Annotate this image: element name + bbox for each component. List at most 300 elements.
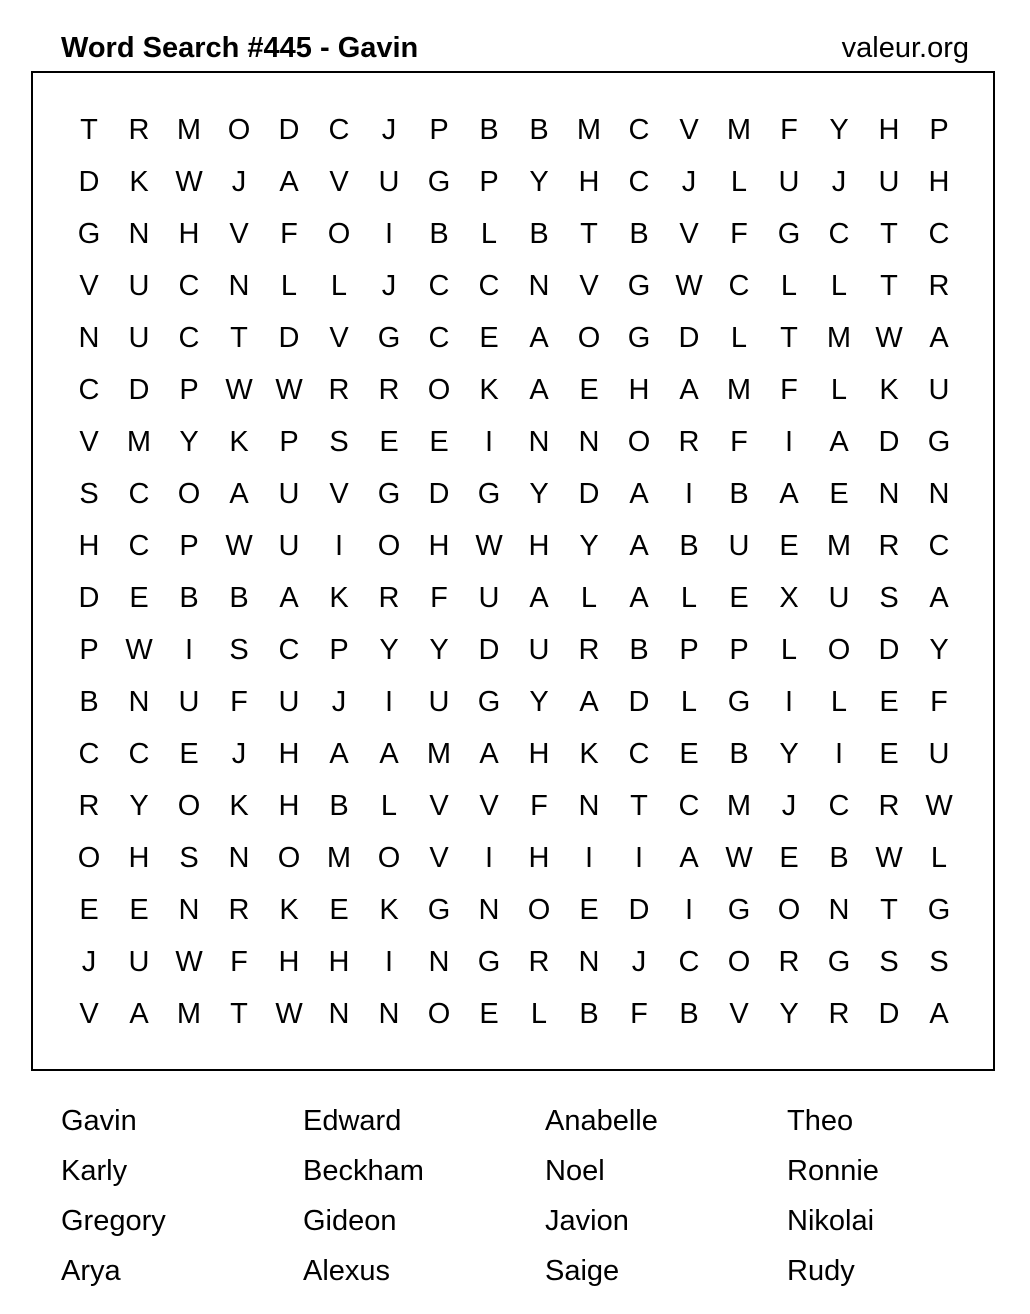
grid-letter: O [227, 114, 251, 146]
grid-letter: U [728, 530, 750, 562]
grid-letter: A [929, 322, 949, 354]
grid-letter: J [81, 946, 97, 978]
grid-letter: H [178, 218, 200, 250]
grid-letter: D [78, 166, 100, 198]
grid-letter: R [528, 946, 550, 978]
grid-letter: J [681, 166, 697, 198]
grid-letter: E [129, 894, 149, 926]
grid-letter: E [579, 894, 599, 926]
grid-letter: B [179, 582, 199, 614]
grid-letter: N [578, 946, 600, 978]
grid-letter: N [78, 322, 100, 354]
grid-letter: W [125, 634, 153, 666]
grid-letter: T [880, 894, 898, 926]
grid-letter: B [79, 686, 99, 718]
grid-letter: L [480, 218, 498, 250]
grid-letter: H [878, 114, 900, 146]
word-item: Gavin [61, 1105, 137, 1137]
puzzle-title: Word Search #445 - Gavin [61, 31, 419, 64]
grid-letter: W [725, 842, 753, 874]
grid-letter: A [629, 530, 649, 562]
grid-letter: A [629, 478, 649, 510]
grid-letter: F [230, 686, 248, 718]
grid-letter: O [327, 218, 351, 250]
grid-letter: C [928, 530, 950, 562]
grid-letter: G [777, 218, 801, 250]
grid-letter: A [379, 738, 399, 770]
grid-letter: N [128, 218, 150, 250]
grid-letter: C [328, 114, 350, 146]
grid-letter: N [828, 894, 850, 926]
grid-letter: W [175, 946, 203, 978]
grid-letter: I [484, 426, 494, 458]
grid-letter: Y [529, 166, 549, 198]
grid-letter: N [528, 270, 550, 302]
grid-letter: I [384, 218, 394, 250]
page-header [61, 28, 969, 68]
grid-letter: B [429, 218, 449, 250]
word-list [61, 1096, 1001, 1296]
word-item: Ronnie [787, 1155, 879, 1187]
grid-letter: B [679, 998, 699, 1030]
grid-letter: M [326, 842, 352, 874]
grid-letter: N [578, 426, 600, 458]
grid-letter: V [679, 114, 699, 146]
grid-letter: J [231, 166, 247, 198]
grid-letter: N [878, 478, 900, 510]
grid-letter: C [128, 530, 150, 562]
grid-letter: L [680, 582, 698, 614]
grid-letter: J [381, 114, 397, 146]
letter-grid [64, 104, 964, 1040]
grid-letter: L [580, 582, 598, 614]
grid-letter: V [429, 842, 449, 874]
grid-letter: G [477, 946, 501, 978]
grid-letter: L [780, 634, 798, 666]
grid-letter: P [679, 634, 699, 666]
grid-letter: F [730, 426, 748, 458]
word-item: Gregory [61, 1205, 166, 1237]
grid-letter: S [329, 426, 349, 458]
grid-letter: T [880, 218, 898, 250]
grid-letter: N [228, 270, 250, 302]
grid-row [64, 520, 964, 572]
grid-letter: R [578, 634, 600, 666]
grid-letter: Y [779, 998, 799, 1030]
grid-letter: B [729, 478, 749, 510]
grid-letter: G [477, 478, 501, 510]
grid-letter: U [778, 166, 800, 198]
grid-letter: G [427, 166, 451, 198]
grid-letter: I [384, 686, 394, 718]
grid-letter: E [829, 478, 849, 510]
grid-row [64, 780, 964, 832]
grid-letter: R [378, 374, 400, 406]
grid-letter: O [177, 790, 201, 822]
grid-letter: F [530, 790, 548, 822]
grid-letter: Y [129, 790, 149, 822]
grid-letter: I [784, 686, 794, 718]
grid-letter: E [579, 374, 599, 406]
grid-letter: U [128, 270, 150, 302]
grid-letter: I [184, 634, 194, 666]
grid-letter: W [475, 530, 503, 562]
grid-letter: L [830, 686, 848, 718]
grid-letter: U [278, 530, 300, 562]
grid-letter: N [128, 686, 150, 718]
grid-letter: O [277, 842, 301, 874]
grid-letter: V [429, 790, 449, 822]
grid-letter: M [826, 322, 852, 354]
grid-letter: F [630, 998, 648, 1030]
grid-letter: O [577, 322, 601, 354]
grid-letter: K [329, 582, 349, 614]
grid-letter: U [378, 166, 400, 198]
grid-letter: I [384, 946, 394, 978]
grid-letter: H [78, 530, 100, 562]
grid-letter: G [377, 478, 401, 510]
grid-letter: M [576, 114, 602, 146]
grid-letter: I [484, 842, 494, 874]
grid-letter: I [834, 738, 844, 770]
grid-letter: M [126, 426, 152, 458]
grid-letter: A [329, 738, 349, 770]
grid-letter: G [627, 270, 651, 302]
grid-row [64, 416, 964, 468]
grid-letter: C [478, 270, 500, 302]
grid-row [64, 624, 964, 676]
grid-letter: W [275, 374, 303, 406]
word-item: Edward [303, 1105, 402, 1137]
grid-letter: M [826, 530, 852, 562]
grid-letter: Y [779, 738, 799, 770]
grid-letter: O [777, 894, 801, 926]
grid-letter: H [278, 946, 300, 978]
grid-letter: D [428, 478, 450, 510]
grid-letter: D [478, 634, 500, 666]
grid-letter: E [879, 686, 899, 718]
grid-letter: Y [929, 634, 949, 666]
grid-letter: E [79, 894, 99, 926]
grid-letter: R [328, 374, 350, 406]
grid-letter: F [780, 114, 798, 146]
grid-letter: H [428, 530, 450, 562]
grid-letter: E [179, 738, 199, 770]
grid-letter: V [79, 270, 99, 302]
grid-letter: D [278, 322, 300, 354]
grid-letter: M [726, 790, 752, 822]
grid-letter: O [527, 894, 551, 926]
grid-row [64, 156, 964, 208]
grid-letter: V [329, 322, 349, 354]
grid-letter: Y [829, 114, 849, 146]
grid-letter: T [580, 218, 598, 250]
grid-letter: U [128, 322, 150, 354]
grid-letter: O [727, 946, 751, 978]
grid-letter: Y [379, 634, 399, 666]
grid-letter: C [128, 478, 150, 510]
grid-letter: T [880, 270, 898, 302]
grid-letter: V [729, 998, 749, 1030]
grid-letter: G [927, 894, 951, 926]
grid-letter: A [279, 582, 299, 614]
grid-letter: U [928, 738, 950, 770]
grid-letter: E [479, 998, 499, 1030]
grid-letter: A [279, 166, 299, 198]
grid-letter: B [629, 218, 649, 250]
grid-letter: L [530, 998, 548, 1030]
grid-letter: N [928, 478, 950, 510]
grid-letter: W [675, 270, 703, 302]
grid-letter: J [331, 686, 347, 718]
grid-letter: E [129, 582, 149, 614]
grid-letter: D [628, 894, 650, 926]
grid-letter: B [329, 790, 349, 822]
word-item: Arya [61, 1255, 121, 1287]
grid-letter: T [80, 114, 98, 146]
grid-letter: O [377, 530, 401, 562]
grid-letter: E [329, 894, 349, 926]
grid-letter: S [929, 946, 949, 978]
grid-letter: B [579, 998, 599, 1030]
grid-letter: Y [579, 530, 599, 562]
grid-letter: A [229, 478, 249, 510]
grid-letter: G [727, 686, 751, 718]
grid-letter: A [579, 686, 599, 718]
grid-letter: M [176, 998, 202, 1030]
grid-letter: C [178, 270, 200, 302]
grid-letter: H [628, 374, 650, 406]
grid-letter: C [628, 738, 650, 770]
grid-letter: H [928, 166, 950, 198]
grid-letter: O [427, 374, 451, 406]
grid-letter: L [280, 270, 298, 302]
grid-letter: L [830, 270, 848, 302]
grid-letter: M [176, 114, 202, 146]
grid-letter: B [729, 738, 749, 770]
site-name: valeur.org [841, 31, 969, 64]
grid-letter: U [128, 946, 150, 978]
grid-letter: K [579, 738, 599, 770]
grid-letter: A [779, 478, 799, 510]
grid-letter: N [328, 998, 350, 1030]
grid-row [64, 312, 964, 364]
grid-letter: K [879, 374, 899, 406]
grid-letter: J [231, 738, 247, 770]
grid-letter: E [679, 738, 699, 770]
grid-letter: B [829, 842, 849, 874]
grid-letter: R [828, 998, 850, 1030]
grid-letter: C [78, 374, 100, 406]
grid-letter: P [479, 166, 499, 198]
word-item: Saige [545, 1255, 620, 1287]
word-item: Rudy [787, 1255, 855, 1287]
grid-letter: G [727, 894, 751, 926]
grid-letter: R [928, 270, 950, 302]
grid-letter: D [628, 686, 650, 718]
grid-letter: Y [529, 478, 549, 510]
grid-letter: V [79, 426, 99, 458]
grid-letter: R [228, 894, 250, 926]
grid-letter: B [529, 218, 549, 250]
grid-letter: H [528, 738, 550, 770]
grid-letter: I [684, 894, 694, 926]
grid-letter: D [78, 582, 100, 614]
grid-letter: S [229, 634, 249, 666]
grid-row [64, 936, 964, 988]
grid-letter: T [630, 790, 648, 822]
grid-letter: S [879, 946, 899, 978]
grid-letter: D [878, 634, 900, 666]
grid-letter: K [279, 894, 299, 926]
grid-letter: C [678, 946, 700, 978]
grid-letter: N [228, 842, 250, 874]
grid-letter: P [179, 530, 199, 562]
grid-letter: C [678, 790, 700, 822]
grid-letter: R [878, 790, 900, 822]
grid-letter: J [781, 790, 797, 822]
word-item: Karly [61, 1155, 128, 1187]
grid-letter: H [528, 842, 550, 874]
grid-letter: R [128, 114, 150, 146]
grid-letter: F [930, 686, 948, 718]
grid-letter: F [730, 218, 748, 250]
grid-letter: S [79, 478, 99, 510]
grid-row [64, 260, 964, 312]
grid-letter: F [280, 218, 298, 250]
grid-letter: W [225, 530, 253, 562]
grid-letter: H [128, 842, 150, 874]
grid-letter: A [479, 738, 499, 770]
grid-letter: I [634, 842, 644, 874]
grid-letter: A [529, 374, 549, 406]
grid-letter: U [928, 374, 950, 406]
grid-letter: U [528, 634, 550, 666]
word-item: Alexus [303, 1255, 391, 1287]
grid-letter: R [78, 790, 100, 822]
grid-row [64, 104, 964, 156]
grid-row [64, 364, 964, 416]
grid-letter: N [378, 998, 400, 1030]
grid-letter: J [381, 270, 397, 302]
grid-letter: B [529, 114, 549, 146]
word-item: Gideon [303, 1205, 397, 1237]
grid-letter: C [78, 738, 100, 770]
grid-letter: D [578, 478, 600, 510]
grid-row [64, 988, 964, 1040]
grid-letter: R [778, 946, 800, 978]
grid-letter: G [827, 946, 851, 978]
grid-letter: E [729, 582, 749, 614]
word-item: Nikolai [787, 1205, 875, 1237]
grid-letter: D [678, 322, 700, 354]
grid-letter: D [878, 998, 900, 1030]
grid-letter: L [930, 842, 948, 874]
grid-row [64, 572, 964, 624]
grid-letter: V [79, 998, 99, 1030]
grid-letter: B [229, 582, 249, 614]
grid-row [64, 728, 964, 780]
grid-letter: A [129, 998, 149, 1030]
grid-letter: W [875, 842, 903, 874]
grid-letter: C [628, 166, 650, 198]
grid-letter: A [929, 998, 949, 1030]
grid-letter: I [684, 478, 694, 510]
grid-letter: L [780, 270, 798, 302]
grid-letter: W [175, 166, 203, 198]
word-item: Javion [545, 1205, 629, 1237]
grid-letter: C [628, 114, 650, 146]
grid-letter: G [477, 686, 501, 718]
grid-letter: J [831, 166, 847, 198]
grid-letter: U [828, 582, 850, 614]
grid-letter: R [678, 426, 700, 458]
grid-letter: P [929, 114, 949, 146]
grid-letter: A [529, 322, 549, 354]
grid-letter: P [279, 426, 299, 458]
grid-letter: A [529, 582, 549, 614]
grid-letter: C [278, 634, 300, 666]
grid-letter: V [329, 478, 349, 510]
grid-letter: H [278, 738, 300, 770]
grid-letter: V [229, 218, 249, 250]
grid-letter: K [229, 426, 249, 458]
grid-letter: U [428, 686, 450, 718]
grid-letter: P [329, 634, 349, 666]
grid-letter: N [428, 946, 450, 978]
grid-letter: C [728, 270, 750, 302]
grid-letter: N [178, 894, 200, 926]
grid-letter: E [779, 530, 799, 562]
grid-letter: C [828, 790, 850, 822]
grid-letter: H [528, 530, 550, 562]
grid-letter: A [929, 582, 949, 614]
grid-letter: E [779, 842, 799, 874]
grid-letter: B [629, 634, 649, 666]
grid-letter: K [479, 374, 499, 406]
word-item: Beckham [303, 1155, 424, 1187]
grid-row [64, 468, 964, 520]
grid-letter: J [631, 946, 647, 978]
grid-row [64, 676, 964, 728]
grid-letter: L [830, 374, 848, 406]
grid-letter: U [478, 582, 500, 614]
grid-letter: S [179, 842, 199, 874]
grid-letter: D [878, 426, 900, 458]
grid-letter: K [229, 790, 249, 822]
grid-letter: G [377, 322, 401, 354]
grid-letter: C [428, 270, 450, 302]
grid-letter: F [430, 582, 448, 614]
grid-letter: Y [429, 634, 449, 666]
grid-letter: F [230, 946, 248, 978]
grid-letter: O [177, 478, 201, 510]
grid-row [64, 208, 964, 260]
grid-row [64, 884, 964, 936]
grid-letter: L [330, 270, 348, 302]
grid-letter: C [928, 218, 950, 250]
grid-letter: P [429, 114, 449, 146]
grid-letter: W [225, 374, 253, 406]
grid-letter: M [726, 374, 752, 406]
grid-letter: P [729, 634, 749, 666]
grid-row [64, 832, 964, 884]
grid-letter: V [329, 166, 349, 198]
grid-letter: R [878, 530, 900, 562]
grid-letter: E [429, 426, 449, 458]
grid-letter: L [380, 790, 398, 822]
grid-letter: K [379, 894, 399, 926]
